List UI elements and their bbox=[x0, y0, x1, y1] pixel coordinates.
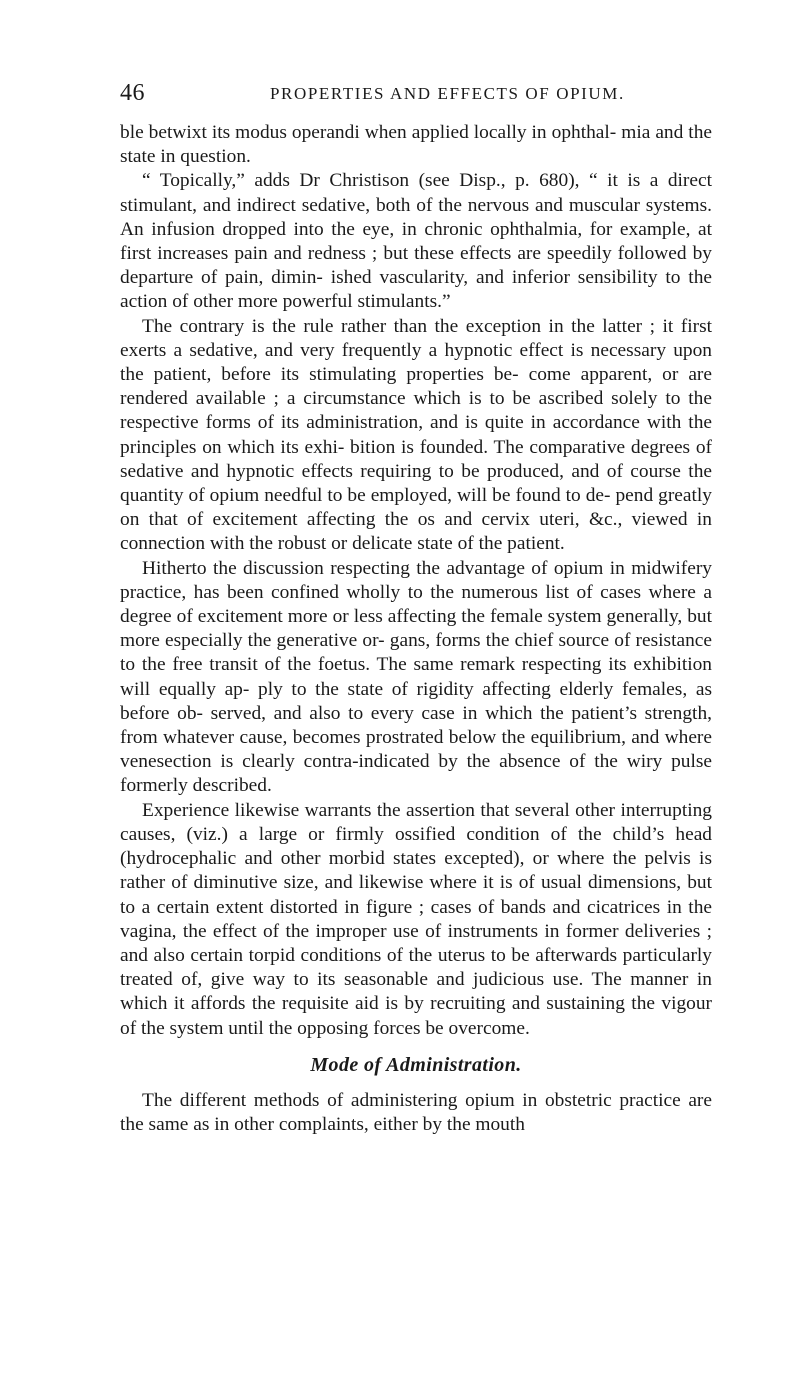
body-text bbox=[120, 121, 712, 1137]
paragraph-continuation: ble betwixt its modus operandi when applied locally in ophthal- mia and the state in question. bbox=[120, 122, 712, 168]
paragraph-midwifery-discussion: Hitherto the discussion respecting the advantage of opium in midwifery practice, has been confined wholly to the numerous list of cases where a degree of excitement more or less affecting the female system generally, but more especially the generative or- gans, forms the chief source of resistance to the free transit of the foetus. The same remark respecting its exhibition will equally ap- ply to the state of rigidity affecting elderly females, as before ob- served, and also to every case in which the patient’s strength, from whatever cause, becomes prostrated below the equilibrium, and where venesection is clearly contra-indicated by the absence of the wiry pulse formerly described. bbox=[120, 557, 712, 797]
paragraph-experience: Experience likewise warrants the assertion that several other interrupting causes, (viz.) a large or firmly ossified condition of the child’s head (hydrocephalic and other morbid states excepted), or where the pelvis is rather of diminutive size, and likewise where it is of usual dimensions, but to a certain extent distorted in figure ; cases of bands and cicatrices in the vagina, the effect of the improper use of instruments in former deliveries ; and also certain torpid conditions of the uterus to be afterwards particularly treated of, give way to its seasonable and judicious use. The manner in which it affords the requisite aid is by recruiting and sustaining the vigour of the system until the opposing forces be overcome. bbox=[120, 799, 712, 1039]
running-head bbox=[120, 80, 710, 108]
running-head-title: PROPERTIES AND EFFECTS OF OPIUM. bbox=[270, 84, 625, 103]
page-number: 46 bbox=[120, 80, 145, 106]
paragraph-methods: The different methods of administering opium in obstetric practice are the same as in other complaints, either by the mouth bbox=[120, 1089, 712, 1136]
paragraph-christison-quote: “ Topically,” adds Dr Christison (see Disp., p. 680), “ it is a direct stimulant, and indirect sedative, both of the nervous and muscular systems. An infusion dropped into the eye, in chronic ophthalmia, for example, at first increases pain and redness ; but these effects are speedily followed by departure of pain, dimin- ished vascularity, and inferior sensibility to the action of other more powerful stimulants.” bbox=[120, 170, 712, 313]
paragraph-contrary-rule: The contrary is the rule rather than the exception in the latter ; it first exerts a sedative, and very frequently a hypnotic effect is necessary upon the patient, before its stimulating properties be- come apparent, or are rendered available ; a circumstance which is to be ascribed solely to the respective forms of its administration, and is quite in accordance with the principles on which its exhi- bition is founded. The comparative degrees of sedative and hypnotic effects requiring to be produced, and of course the quantity of opium needful to be employed, will be found to de- pend greatly on that of excitement affecting the os and cervix uteri, &c., viewed in connection with the robust or delicate state of the patient. bbox=[120, 315, 712, 555]
section-heading: Mode of Administration. bbox=[310, 1053, 522, 1076]
